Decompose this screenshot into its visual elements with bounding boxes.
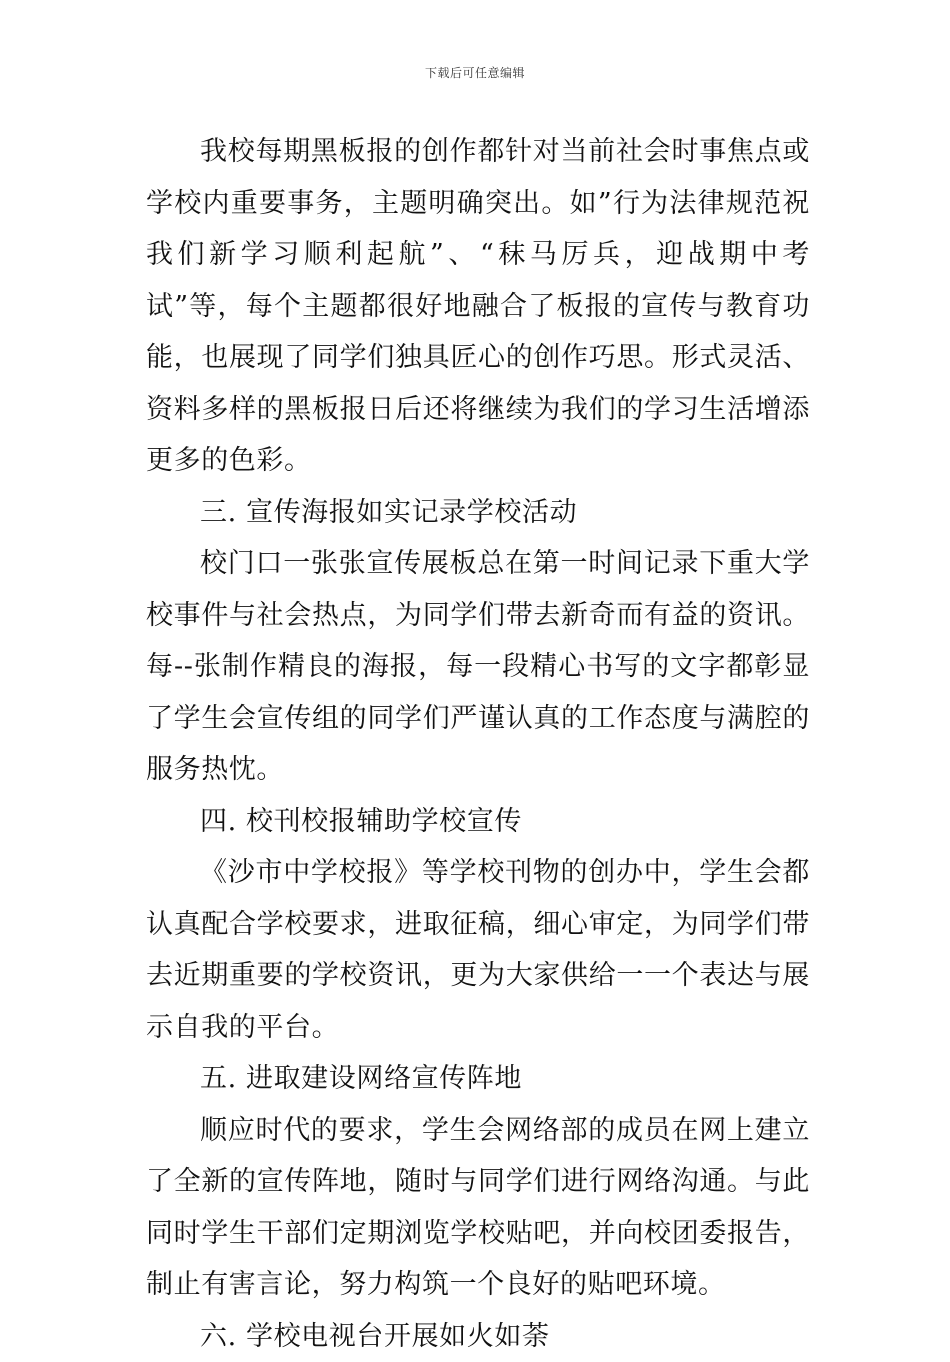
section-heading-3: 三. 宣传海报如实记录学校活动: [146, 487, 810, 539]
page-header: 下载后可任意编辑: [0, 64, 950, 81]
paragraph-blackboard: 我校每期黑板报的创作都针对当前社会时事焦点或学校内重要事务，主题明确突出。如”行为法律规范祝我们新学习顺利起航”、“秣马厉兵，迎战期中考试”等，每个主题都很好地融合了板报的宣传与教育功能，也展现了同学们独具匠心的创作巧思。形式灵活、资料多样的黑板报日后还将继续为我们的学习生活增添更多的色彩。: [146, 126, 810, 487]
paragraph-school-paper: 《沙市中学校报》等学校刊物的创办中，学生会都认真配合学校要求，进取征稿，细心审定，为同学们带去近期重要的学校资讯，更为大家供给一一个表达与展示自我的平台。: [146, 847, 810, 1053]
paragraph-posters: 校门口一张张宣传展板总在第一时间记录下重大学校事件与社会热点，为同学们带去新奇而有益的资讯。每--张制作精良的海报，每一段精心书写的文字都彰显了学生会宣传组的同学们严谨认真的工作态度与满腔的服务热忱。: [146, 538, 810, 796]
section-heading-4: 四. 校刊校报辅助学校宣传: [146, 796, 810, 848]
section-heading-5: 五. 进取建设网络宣传阵地: [146, 1053, 810, 1105]
paragraph-network: 顺应时代的要求，学生会网络部的成员在网上建立了全新的宣传阵地，随时与同学们进行网络沟通。与此同时学生干部们定期浏览学校贴吧，并向校团委报告，制止有害言论，努力构筑一个良好的贴吧环境。: [146, 1105, 810, 1311]
document-body: [146, 126, 810, 1362]
section-heading-6: 六. 学校电视台开展如火如荼: [146, 1311, 810, 1362]
